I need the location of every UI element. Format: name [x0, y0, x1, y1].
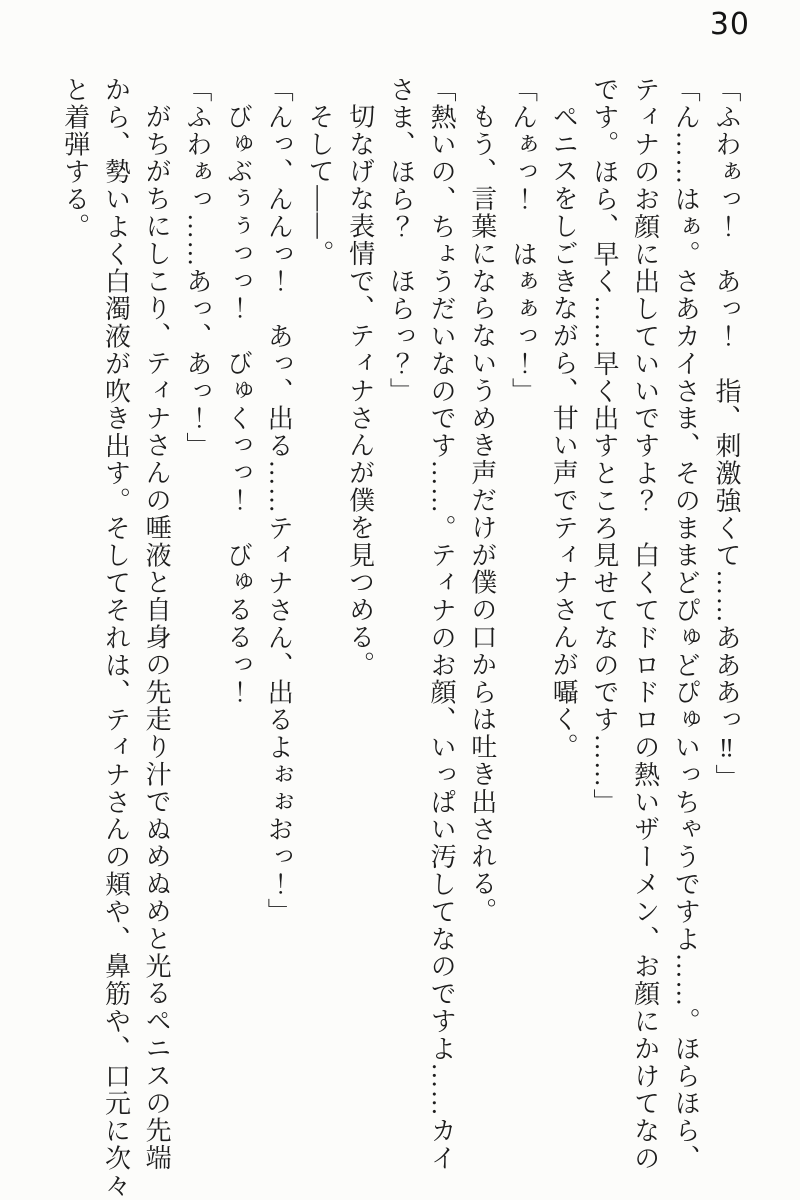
text-line: そして――。	[304, 103, 334, 268]
text-line: から、勢いよく白濁液が吹き出す。そしてそれは、ティナさんの頬や、鼻筋や、口元に次々	[101, 76, 131, 1200]
text-line: 「ん……はぁ。さあカイさま、そのままどぴゅどぴゅいっちゃうですよ……。ほらほら、	[671, 76, 701, 1172]
text-line: もう、言葉にならないうめき声だけが僕の口からは吐き出される。	[467, 103, 497, 925]
text-line: さま、ほら？ ほらっ？」	[386, 76, 416, 405]
text-line: と着弾する。	[60, 76, 90, 241]
text-line: です。ほら、早く……早く出すところ見せてなのです……」	[589, 76, 619, 816]
text-line: びゅぶぅぅっっ！ びゅくっっ！ びゅるるっ！	[223, 103, 253, 706]
text-line: 「んっ、んんっ！ あっ、出る……ティナさん、出るよぉぉおっ！」	[264, 76, 294, 926]
text-line: 「ふわぁっ！ あっ！ 指、刺激強くて……あああっ‼」	[712, 76, 741, 792]
vertical-text-columns	[54, 76, 746, 1200]
text-line: 「んぁっ！ はぁぁっ！」	[508, 76, 538, 405]
text-line: 切なげな表情で、ティナさんが僕を見つめる。	[345, 103, 375, 679]
text-line: がちがちにしこり、ティナさんの唾液と自身の先走り汁でぬめぬめと光るペニスの先端	[142, 103, 172, 1172]
text-line: 「ふわぁっ……あっ、あっ！」	[182, 76, 212, 460]
text-line: ティナのお顔に出していいですよ？ 白くてドロドロの熱いザーメン、お顔にかけてなの	[630, 76, 660, 1172]
text-line: ペニスをしごきながら、甘い声でティナさんが囁く。	[549, 103, 579, 761]
page-number: 30	[709, 7, 750, 42]
text-line: 「熱いの、ちょうだいなのです……。ティナのお顔、いっぱい汚してなのですよ……カイ	[427, 76, 457, 1172]
